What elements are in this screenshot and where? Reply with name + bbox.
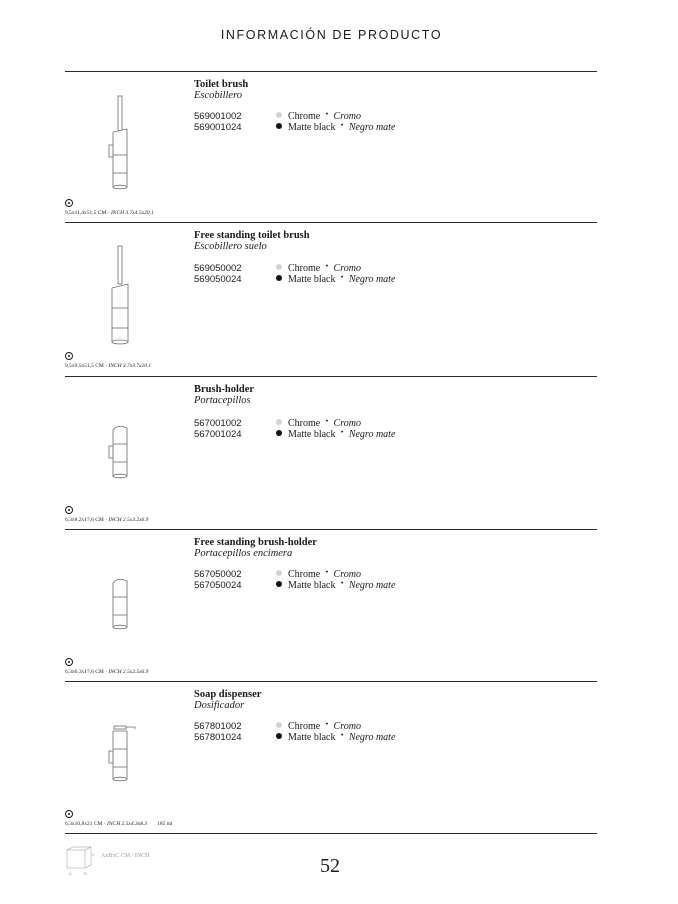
dimensions-cm: 6,3x6,3x17,6 CM [65, 669, 104, 675]
section-divider [65, 681, 597, 682]
product-code: 569001024 [194, 122, 242, 133]
dimensions-inch: INCH 2.5x3.2x6.9 [108, 517, 149, 523]
product-name: Free standing toilet brush [194, 230, 310, 241]
capacity: 185 ml [157, 821, 173, 827]
product-free-standing-brush-holder [65, 529, 597, 681]
dimensions-inch: INCH 2.5x4.3x8.3 [107, 821, 148, 827]
product-code: 569001002 [194, 111, 242, 122]
product-code: 567801002 [194, 721, 242, 732]
toilet-brush-illustration [95, 93, 145, 193]
product-toilet-brush [65, 71, 597, 223]
dimensions-cm: 9,5x11,4x51,5 CM [65, 210, 107, 216]
variant-row: 567050024 Matte black · Negro mate [194, 575, 396, 592]
product-name: Free standing brush-holder [194, 537, 317, 548]
target-icon [65, 658, 73, 666]
product-code: 567001024 [194, 429, 242, 440]
product-code: 567801024 [194, 732, 242, 743]
finish-name-es: Cromo [333, 263, 361, 274]
matte-black-swatch [276, 430, 282, 436]
legend-axis-b: B [84, 871, 87, 876]
target-icon [65, 352, 73, 360]
dimensions-cm: 6,3x10,8x21 CM [65, 821, 103, 827]
variant-row: 569050024 Matte black · Negro mate [194, 269, 396, 286]
section-divider [65, 222, 597, 223]
finish-name-es: Negro mate [348, 122, 396, 133]
finish-name: Chrome [288, 111, 321, 122]
finish-name: Chrome [288, 418, 321, 429]
finish-name-es: Cromo [333, 569, 361, 580]
chrome-swatch [276, 570, 282, 576]
matte-black-swatch [276, 275, 282, 281]
product-name: Soap dispenser [194, 689, 262, 700]
chrome-swatch [276, 112, 282, 118]
variant-row: 569050002 Chrome · Cromo [194, 258, 361, 275]
product-brush-holder [65, 376, 597, 528]
product-name: Toilet brush [194, 79, 249, 90]
matte-black-swatch [276, 123, 282, 129]
dimensions: 6,3x10,8x21 CM · INCH 2.5x4.3x8.3 185 ml [65, 821, 173, 827]
variant-row: 567801002 Chrome · Cromo [194, 716, 361, 733]
product-name-es: Escobillero suelo [194, 241, 267, 252]
variant-row: 569001002 Chrome · Cromo [194, 106, 361, 123]
target-icon [65, 506, 73, 514]
dimensions: 9,5x11,4x51,5 CM · INCH 3.7x4.5x20.1 [65, 210, 154, 216]
dimensions-inch: INCH 3.7x4.5x20.1 [110, 210, 154, 216]
finish-name-es: Cromo [333, 111, 361, 122]
legend-axis-a: A [69, 871, 72, 876]
finish-name-es: Cromo [333, 721, 361, 732]
dimensions: 9,5x9,5x51,5 CM · INCH 3.7x3.7x20.1 [65, 363, 152, 369]
finish-name: Chrome [288, 569, 321, 580]
page-header: INFORMACIÓN DE PRODUCTO [220, 28, 443, 42]
page-number: 52 [320, 855, 340, 877]
brush-holder-illustration [95, 422, 145, 480]
legend-label: AxBxC CM / INCH [101, 853, 150, 859]
finish-name-es: Negro mate [348, 732, 396, 743]
product-code: 569050002 [194, 263, 242, 274]
finish-name: Chrome [288, 721, 321, 732]
product-name-es: Portacepillos [194, 395, 251, 406]
dimensions: 6,3x8,2x17,6 CM · INCH 2.5x3.2x6.9 [65, 517, 149, 523]
finish-name: Matte black [288, 732, 336, 743]
section-divider [65, 529, 597, 530]
chrome-swatch [276, 419, 282, 425]
matte-black-swatch [276, 581, 282, 587]
cube-icon [65, 846, 95, 876]
finish-name-es: Negro mate [348, 580, 396, 591]
target-icon [65, 810, 73, 818]
finish-name-es: Cromo [333, 418, 361, 429]
variant-row: 567801024 Matte black · Negro mate [194, 727, 396, 744]
section-divider [65, 833, 597, 834]
variant-row: 567001024 Matte black · Negro mate [194, 424, 396, 441]
finish-name-es: Negro mate [348, 429, 396, 440]
dimension-legend [65, 846, 175, 876]
product-name: Brush-holder [194, 384, 255, 395]
product-code: 567001002 [194, 418, 242, 429]
soap-dispenser-illustration [95, 723, 145, 785]
target-icon [65, 199, 73, 207]
product-code: 567050024 [194, 580, 242, 591]
dimensions-inch: INCH 2.5x2.5x6.9 [108, 669, 149, 675]
product-name-es: Portacepillos encimera [194, 548, 293, 559]
dimensions-cm: 9,5x9,5x51,5 CM [65, 363, 104, 369]
finish-name-es: Negro mate [348, 274, 396, 285]
product-name-es: Escobillero [194, 90, 243, 101]
variant-row: 567050002 Chrome · Cromo [194, 564, 361, 581]
section-divider [65, 71, 597, 72]
finish-name: Matte black [288, 429, 336, 440]
dimensions-cm: 6,3x8,2x17,6 CM [65, 517, 104, 523]
product-code: 567050002 [194, 569, 242, 580]
chrome-swatch [276, 264, 282, 270]
dimensions-inch: INCH 3.7x3.7x20.1 [108, 363, 152, 369]
dimensions: 6,3x6,3x17,6 CM · INCH 2.5x2.5x6.9 [65, 669, 149, 675]
legend-axis-c: C [92, 852, 95, 857]
chrome-swatch [276, 722, 282, 728]
variant-row: 567001002 Chrome · Cromo [194, 413, 361, 430]
finish-name: Matte black [288, 122, 336, 133]
free-standing-brush-holder-illustration [95, 575, 145, 633]
product-name-es: Dosificador [194, 700, 245, 711]
free-standing-toilet-brush-illustration [95, 244, 145, 346]
section-divider [65, 376, 597, 377]
finish-name: Matte black [288, 580, 336, 591]
product-code: 569050024 [194, 274, 242, 285]
finish-name: Chrome [288, 263, 321, 274]
product-free-standing-toilet-brush [65, 222, 597, 374]
matte-black-swatch [276, 733, 282, 739]
product-soap-dispenser [65, 681, 597, 833]
variant-row: 569001024 Matte black · Negro mate [194, 117, 396, 134]
finish-name: Matte black [288, 274, 336, 285]
